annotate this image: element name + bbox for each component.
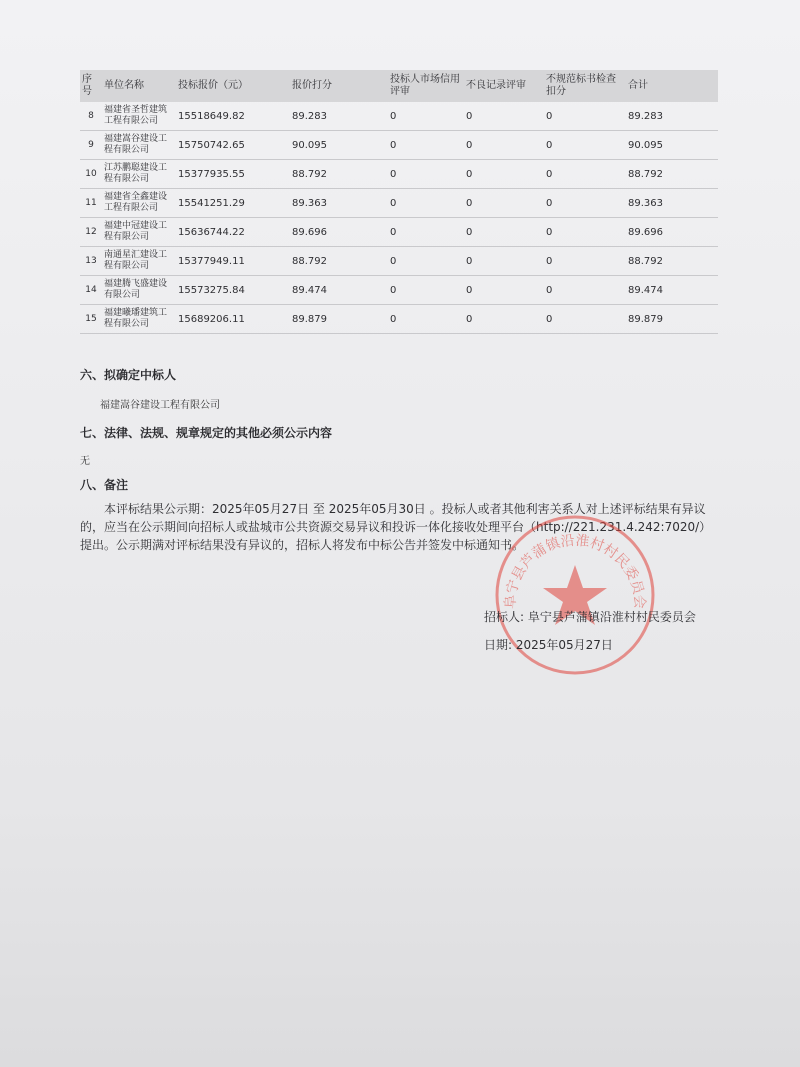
row-total: 89.474 [626,276,718,305]
row-price: 15636744.22 [176,218,290,247]
row-score: 89.879 [290,305,388,334]
row-irregular: 0 [544,276,626,305]
row-irregular: 0 [544,247,626,276]
table-row [80,276,718,305]
seal-text: 阜宁县芦蒲镇沿淮村村民委员会 [502,532,648,610]
row-index: 8 [80,102,102,131]
row-bad-record: 0 [464,160,544,189]
row-bad-record: 0 [464,189,544,218]
row-irregular: 0 [544,160,626,189]
row-credit: 0 [388,247,464,276]
row-total: 89.283 [626,102,718,131]
row-company: 福建省圣哲建筑工程有限公司 [102,102,176,131]
row-bad-record: 0 [464,102,544,131]
row-total: 88.792 [626,247,718,276]
row-irregular: 0 [544,102,626,131]
table-row [80,189,718,218]
row-price: 15377935.55 [176,160,290,189]
table-row [80,218,718,247]
remarks-paragraph: 本评标结果公示期：2025年05月27日 至 2025年05月30日 。投标人或者其他利害关系人对上述评标结果有异议的，应当在公示期间向招标人或盐城市公共资源交易异议和投诉一体化接收处理平台（http://221.231.4.242:7020/）提出。公示期满对评标结果没有异议的，招标人将发布中标公告并签发中标通知书。 [80,502,712,552]
row-credit: 0 [388,276,464,305]
official-seal-stamp [490,510,660,680]
signature-date: 日期: 2025年05月27日 [484,638,613,652]
row-index: 10 [80,160,102,189]
row-credit: 0 [388,102,464,131]
section-7-content: 无 [80,456,90,467]
table-row [80,160,718,189]
row-score: 89.363 [290,189,388,218]
row-index: 15 [80,305,102,334]
row-total: 89.879 [626,305,718,334]
col-header-credit: 投标人市场信用评审 [388,70,464,102]
row-credit: 0 [388,305,464,334]
row-price: 15541251.29 [176,189,290,218]
row-score: 90.095 [290,131,388,160]
row-total: 89.363 [626,189,718,218]
col-header-company: 单位名称 [102,70,176,102]
row-index: 11 [80,189,102,218]
row-bad-record: 0 [464,247,544,276]
row-total: 88.792 [626,160,718,189]
row-irregular: 0 [544,189,626,218]
row-price: 15689206.11 [176,305,290,334]
table-header-row [80,70,718,102]
row-credit: 0 [388,131,464,160]
section-8-heading: 八、备注 [80,478,129,492]
row-company: 南通星汇建设工程有限公司 [102,247,176,276]
row-company: 福建曦璠建筑工程有限公司 [102,305,176,334]
row-price: 15377949.11 [176,247,290,276]
row-score: 89.283 [290,102,388,131]
section-7-heading: 七、法律、法规、规章规定的其他必须公示内容 [80,426,333,440]
row-irregular: 0 [544,218,626,247]
row-irregular: 0 [544,131,626,160]
row-bad-record: 0 [464,218,544,247]
section-6-heading: 六、拟确定中标人 [80,368,177,382]
row-credit: 0 [388,189,464,218]
row-company: 福建省全鑫建设工程有限公司 [102,189,176,218]
row-index: 14 [80,276,102,305]
row-company: 福建中冠建设工程有限公司 [102,218,176,247]
row-score: 89.696 [290,218,388,247]
row-credit: 0 [388,160,464,189]
row-irregular: 0 [544,305,626,334]
row-index: 13 [80,247,102,276]
row-credit: 0 [388,218,464,247]
evaluation-results-table [80,70,718,334]
col-header-total: 合计 [626,70,718,102]
row-index: 9 [80,131,102,160]
col-header-bad-record: 不良记录评审 [464,70,544,102]
winning-bidder: 福建嵩谷建设工程有限公司 [100,400,220,411]
row-score: 88.792 [290,247,388,276]
row-price: 15750742.65 [176,131,290,160]
row-score: 89.474 [290,276,388,305]
col-header-irregular: 不规范标书检查扣分 [544,70,626,102]
col-header-index: 序号 [80,70,102,102]
table-row [80,131,718,160]
table-row [80,102,718,131]
row-price: 15518649.82 [176,102,290,131]
row-company: 福建嵩谷建设工程有限公司 [102,131,176,160]
row-total: 89.696 [626,218,718,247]
row-score: 88.792 [290,160,388,189]
row-total: 90.095 [626,131,718,160]
row-company: 江苏鹏聪建设工程有限公司 [102,160,176,189]
col-header-score: 报价打分 [290,70,388,102]
row-bad-record: 0 [464,305,544,334]
row-company: 福建腾飞盛建设有限公司 [102,276,176,305]
row-bad-record: 0 [464,276,544,305]
row-bad-record: 0 [464,131,544,160]
tenderer-signature: 招标人: 阜宁县芦蒲镇沿淮村村民委员会 [484,610,696,624]
row-index: 12 [80,218,102,247]
col-header-price: 投标报价（元） [176,70,290,102]
table-row [80,305,718,334]
row-price: 15573275.84 [176,276,290,305]
table-row [80,247,718,276]
